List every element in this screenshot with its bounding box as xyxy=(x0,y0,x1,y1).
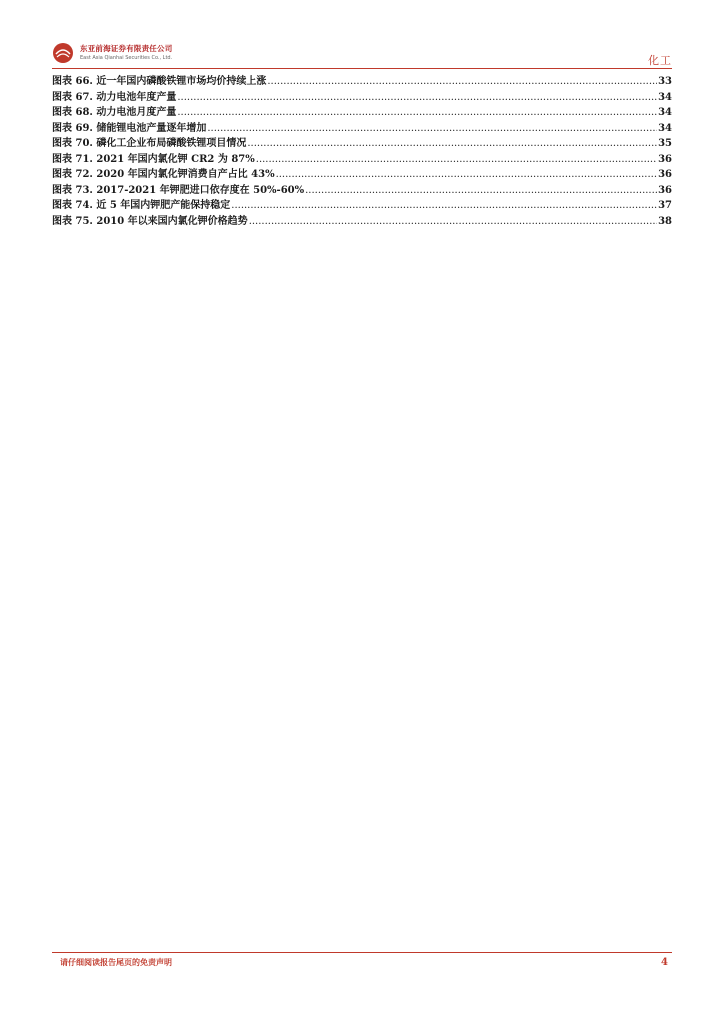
toc-entry[interactable] xyxy=(52,103,672,119)
toc-entry-page: 36 xyxy=(658,169,672,180)
toc-leader-dots xyxy=(249,216,657,227)
toc-leader-dots xyxy=(256,154,657,165)
toc-entry[interactable] xyxy=(52,212,672,228)
toc-leader-dots xyxy=(231,200,657,211)
toc-entry-page: 34 xyxy=(658,107,672,118)
toc-leader-dots xyxy=(276,169,658,180)
toc-entry[interactable] xyxy=(52,165,672,181)
toc-entry-title: 图表 68. 动力电池月度产量 xyxy=(52,107,177,118)
company-logo-icon xyxy=(52,42,74,64)
toc-entry-title: 图表 67. 动力电池年度产量 xyxy=(52,91,177,103)
toc-entry-page: 37 xyxy=(658,200,672,211)
toc-entry-title: 图表 73. 2017-2021 年钾肥进口依存度在 50%-60% xyxy=(52,184,305,196)
toc-entry-page: 35 xyxy=(658,138,672,149)
company-name-en: East Asia Qianhai Securities Co., Ltd. xyxy=(80,55,173,61)
toc-entry[interactable] xyxy=(52,196,672,212)
toc-entry-title: 图表 75. 2010 年以来国内氯化钾价格趋势 xyxy=(52,215,248,227)
toc-entry-title: 图表 72. 2020 年国内氯化钾消费自产占比 43% xyxy=(52,169,275,180)
toc-leader-dots xyxy=(177,107,657,118)
toc-entry[interactable] xyxy=(52,134,672,150)
toc-leader-dots xyxy=(207,123,657,134)
toc-entry-page: 36 xyxy=(658,184,672,196)
toc-entry[interactable] xyxy=(52,181,672,197)
toc-entry-title: 图表 74. 近 5 年国内钾肥产能保持稳定 xyxy=(52,200,231,211)
toc-leader-dots xyxy=(267,76,657,87)
company-name-cn: 东亚前海证券有限责任公司 xyxy=(80,44,173,53)
toc-entry[interactable] xyxy=(52,72,672,88)
footer-divider xyxy=(52,952,672,953)
toc-entry-page: 33 xyxy=(658,76,672,87)
toc-entry-title: 图表 66. 近一年国内磷酸铁锂市场均价持续上涨 xyxy=(52,76,267,87)
toc-entry[interactable] xyxy=(52,150,672,166)
toc-entry[interactable] xyxy=(52,119,672,135)
toc-entry-page: 34 xyxy=(658,91,672,103)
toc-entry-page: 36 xyxy=(658,153,672,165)
toc-entry-title: 图表 69. 储能锂电池产量逐年增加 xyxy=(52,122,207,134)
sector-label: 化工 xyxy=(648,54,672,67)
toc-leader-dots xyxy=(305,185,657,196)
page-number: 4 xyxy=(661,957,668,968)
figure-list xyxy=(52,72,672,227)
page-header xyxy=(52,40,672,68)
toc-entry-page: 34 xyxy=(658,122,672,134)
toc-entry-page: 38 xyxy=(658,215,672,227)
disclaimer-note: 请仔细阅读报告尾页的免责声明 xyxy=(60,958,172,967)
toc-leader-dots xyxy=(247,138,657,149)
toc-entry-title: 图表 71. 2021 年国内氯化钾 CR2 为 87% xyxy=(52,153,255,165)
company-name xyxy=(80,43,172,61)
header-divider xyxy=(52,68,672,69)
toc-entry-title: 图表 70. 磷化工企业布局磷酸铁锂项目情况 xyxy=(52,138,247,149)
toc-leader-dots xyxy=(177,92,657,103)
toc-entry[interactable] xyxy=(52,88,672,104)
